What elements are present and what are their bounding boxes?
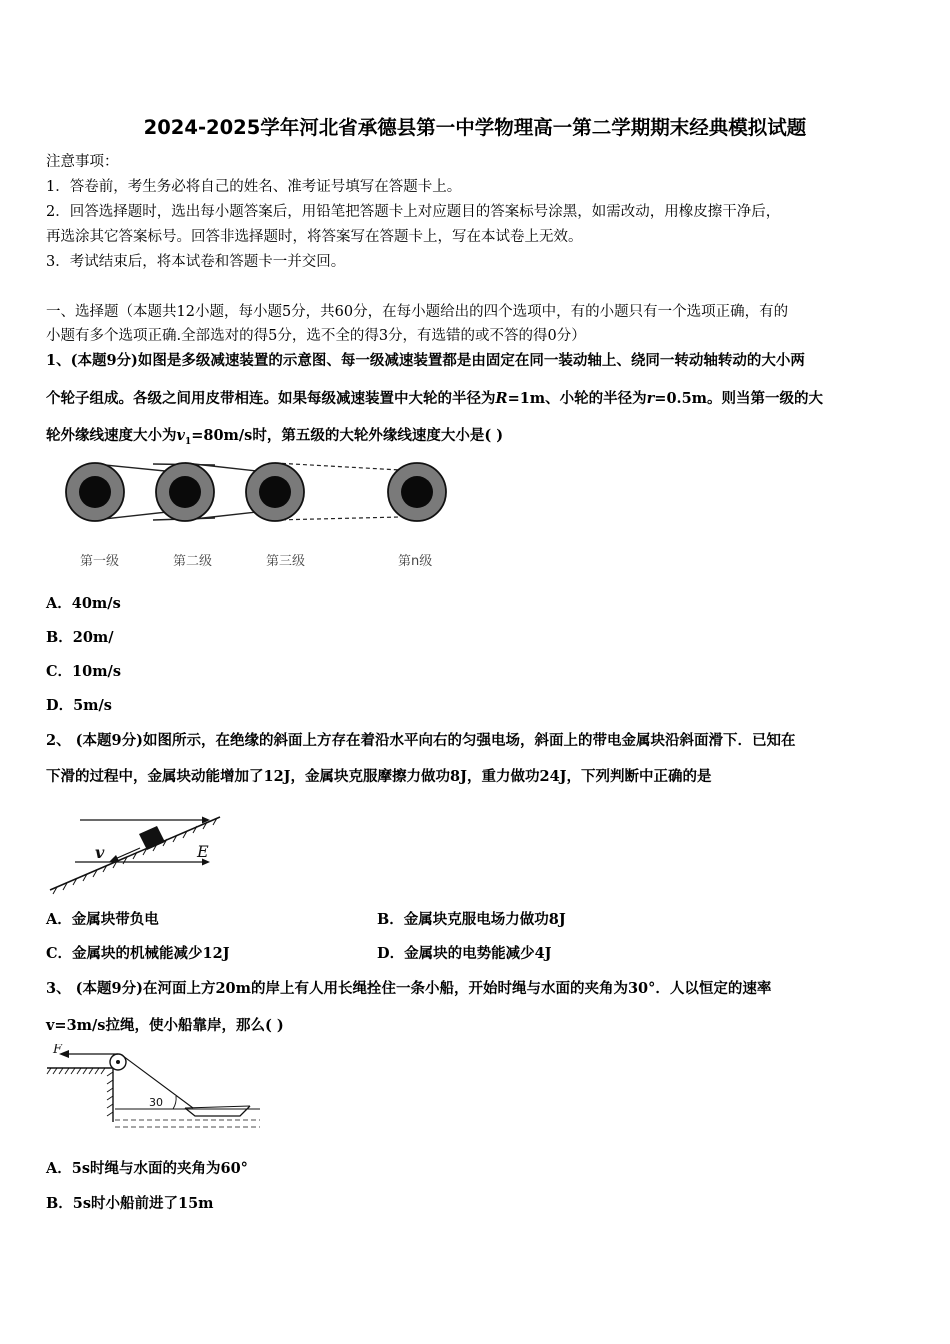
- q3-option-b: B．5s时小船前进了15m: [46, 1195, 214, 1212]
- force-label: F: [53, 1044, 63, 1057]
- q1-stem-line-3: 轮外缘线速度大小为$v_1=80m/s$时，第五级的大轮外缘线速度大小是( ): [46, 427, 504, 447]
- pulley-label-1: 第一级: [80, 554, 120, 569]
- pulley-1-small-wheel: [79, 476, 111, 508]
- notice-item-3: 3．考试结束后，将本试卷和答题卡一并交回。: [46, 254, 346, 270]
- q1-option-a: A．40m/s: [46, 595, 121, 612]
- notice-item-2-line-2: 再选涂其它答案标号。回答非选择题时，将答案写在答题卡上，写在本试卷上无效。: [46, 229, 583, 245]
- notice-heading: 注意事项：: [46, 154, 119, 170]
- q2-stem-line-2: 下滑的过程中，金属块动能增加了12J，金属块克服摩擦力做功8J，重力做功24J，下列判断中正确的是: [46, 768, 712, 785]
- notice-item-2-line-1: 2．回答选择题时，选出每小题答案后，用铅笔把答题卡上对应题目的答案标号涂黑，如需改动，用橡皮擦干净后，: [46, 204, 781, 220]
- velocity-label: v: [95, 843, 105, 862]
- incline-diagram: [45, 812, 230, 897]
- angle-label: 30: [149, 1096, 163, 1109]
- q2-option-c: C．金属块的机械能减少12J: [46, 945, 230, 962]
- q1-stem-line-2: 个轮子组成。各级之间用皮带相连。如果每级减速装置中大轮的半径为R=1m、小轮的半径为r=0.5m。则当第一级的大: [46, 390, 824, 407]
- q3-stem-line-2: v=3m/s拉绳，使小船靠岸，那么( ): [46, 1017, 284, 1034]
- pulley-2-small-wheel: [169, 476, 201, 508]
- notice-item-1: 1．答卷前，考生务必将自己的姓名、准考证号填写在答题卡上。: [46, 179, 462, 195]
- q1-stem-line-1: 1、(本题9分)如图是多级减速装置的示意图、每一级减速装置都是由固定在同一装动轴上、绕同一转动轴转动的大小两: [46, 352, 805, 369]
- q1-option-c: C．10m/s: [46, 663, 122, 680]
- q3-option-a: A．5s时绳与水面的夹角为60°: [46, 1160, 248, 1177]
- page-title: 2024-2025学年河北省承德县第一中学物理高一第二学期期末经典模拟试题: [143, 116, 807, 139]
- metal-block: [139, 826, 165, 850]
- pulley-3-small-wheel: [259, 476, 291, 508]
- q2-option-b: B．金属块克服电场力做功8J: [377, 911, 566, 928]
- field-label: E: [197, 842, 209, 861]
- q2-option-a: A．金属块带负电: [46, 911, 159, 928]
- q2-option-d: D．金属块的电势能减少4J: [377, 945, 552, 962]
- section-heading-line-1: 一、选择题（本题共12小题，每小题5分，共60分，在每小题给出的四个选项中，有的小题只有一个选项正确，有的: [46, 304, 789, 320]
- pulley-label-2: 第二级: [173, 554, 213, 569]
- q1-option-d: D．5m/s: [46, 697, 112, 714]
- pulley-label-n: 第n级: [398, 554, 433, 569]
- pulley-label-3: 第三级: [266, 554, 306, 569]
- q1-option-b: B．20m/: [46, 629, 114, 646]
- q2-stem-line-1: 2、 (本题9分)如图所示，在绝缘的斜面上方存在着沿水平向右的匀强电场，斜面上的带电金属块沿斜面滑下．已知在: [46, 732, 796, 749]
- section-heading-line-2: 小题有多个选项正确.全部选对的得5分，选不全的得3分，有选错的或不答的得0分）: [46, 328, 586, 344]
- pulley-n-small-wheel: [401, 476, 433, 508]
- q3-stem-line-1: 3、 (本题9分)在河面上方20m的岸上有人用长绳拴住一条小船，开始时绳与水面的夹角为30°．人以恒定的速率: [46, 980, 772, 997]
- boat-diagram: [45, 1044, 265, 1132]
